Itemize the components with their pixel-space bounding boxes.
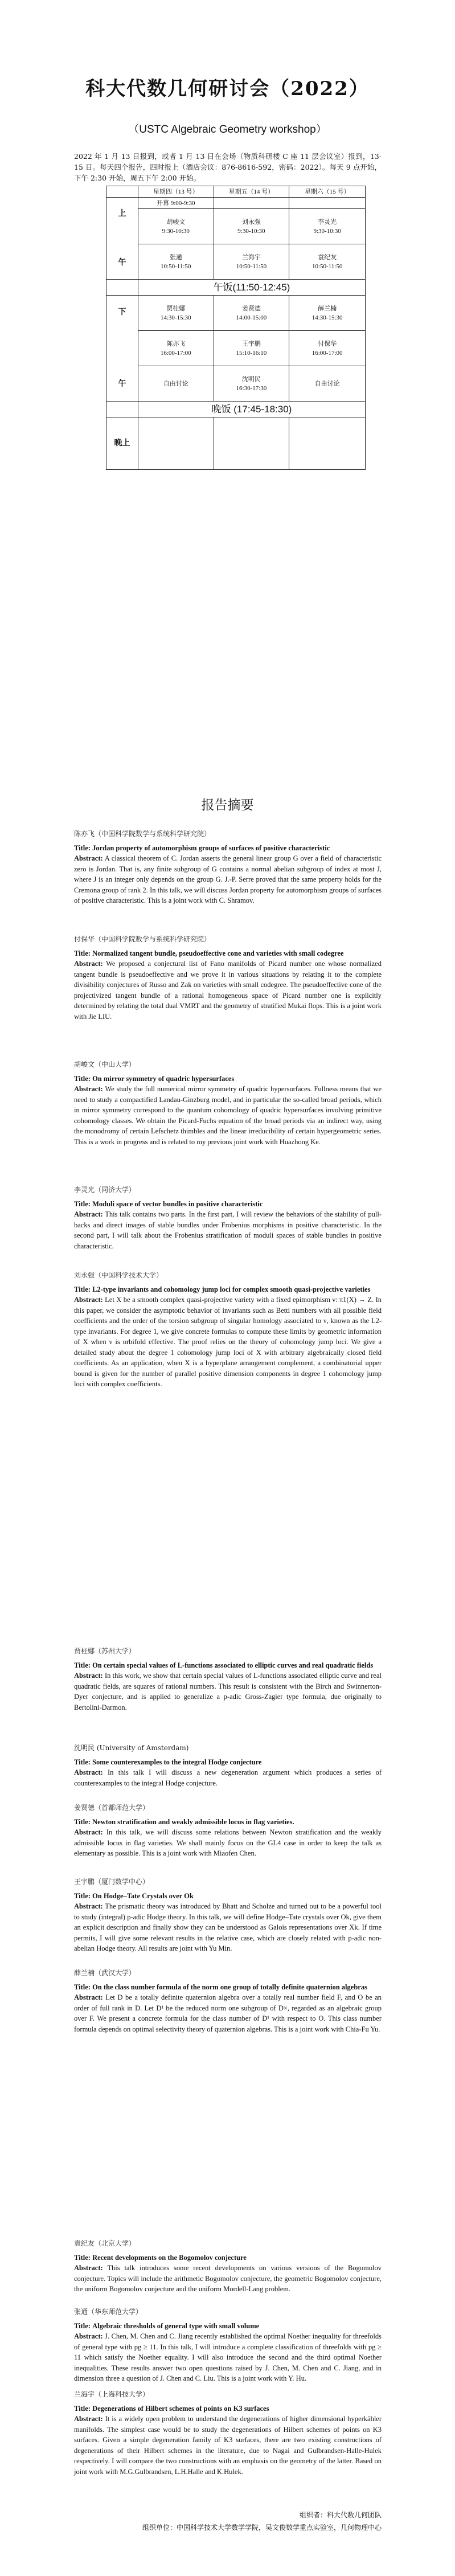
talk-slot bbox=[138, 331, 214, 366]
talk-abstract: A classical theorem of C. Jordan asserts the general linear group G over a field of characteristic zero is Jordan. That is, any finite subgroup of G contains a normal abelian subgroup of index at most J, where J is an integer only depends on the group G. J.-P. Serre proved that the same property holds for the Cremona group of rank 2. In this talk, we will discuss Jordan property for automorphism groups of surfaces of positive characteristic. This is a joint work with C. Shramov. bbox=[74, 854, 382, 904]
abstract-label: Abstract: bbox=[74, 2332, 103, 2340]
abstract-label: Abstract: bbox=[74, 960, 103, 968]
page-subtitle: （USTC Algebraic Geometry workshop） bbox=[128, 124, 327, 136]
talk-speaker: 李灵光（同济大学） bbox=[74, 1186, 136, 1194]
day-header: 星期六（15 号） bbox=[289, 186, 366, 198]
title-label: Title: bbox=[74, 1817, 91, 1826]
talk-block bbox=[74, 829, 382, 906]
talk-block bbox=[74, 1968, 382, 2034]
talk-speaker: 胡峻文（中山大学） bbox=[74, 1060, 136, 1068]
day-header: 星期五（14 号） bbox=[214, 186, 289, 198]
talk-title: Normalized tangent bundle, pseudoeffective cone and varieties with small codegree bbox=[92, 949, 344, 957]
title-label: Title: bbox=[74, 1074, 91, 1083]
talk-speaker: 兰海宇（上海科技大学） bbox=[74, 2390, 150, 2398]
talk-speaker: 王宇鹏（厦门数学中心） bbox=[74, 1878, 150, 1886]
talk-block bbox=[74, 1743, 382, 1788]
afternoon3-row bbox=[106, 366, 366, 402]
title-label: Title: bbox=[74, 1285, 91, 1293]
slot-time: 10:50-11:50 bbox=[161, 263, 191, 270]
talk-slot bbox=[138, 366, 214, 402]
slot-speaker: 兰海宇 bbox=[241, 253, 261, 261]
talk-speaker: 张通（华东师范大学） bbox=[74, 2308, 143, 2316]
talk-title: Recent developments on the Bogomolov conjecture bbox=[92, 2253, 247, 2262]
talk-title: Moduli space of vector bundles in positive characteristic bbox=[92, 1199, 263, 1208]
talk-block bbox=[74, 1185, 382, 1251]
schedule-table bbox=[106, 186, 366, 470]
talk-abstract: In this work, we show that certain special values of L-functions associated elliptic curve and real quadratic fields, are squares of rational numbers. This result is consistent with the Birch and Swinnerton-Dyer conjecture, and is applied to generalize a p-adic Gross-Zagier type formula, due originally to Bertolini-Darmon. bbox=[74, 1672, 382, 1711]
talk-block bbox=[74, 934, 382, 1022]
dinner-row bbox=[106, 402, 366, 417]
afternoon2-row bbox=[106, 331, 366, 366]
title-label: Title: bbox=[74, 1983, 91, 1991]
morning-label bbox=[106, 198, 138, 280]
talk-speaker: 袁纪友（北京大学） bbox=[74, 2239, 136, 2247]
opening-slot: 开幕 9:00-9:30 bbox=[138, 198, 214, 209]
abstract-label: Abstract: bbox=[74, 854, 103, 862]
title-label: Title: bbox=[74, 2321, 91, 2330]
slot-speaker: 自由讨论 bbox=[163, 380, 188, 387]
talk-abstract: In this talk, we will discuss some relations between Newton stratification and the weakly admissible locus in flag varieties. We shall mainly focus on the GL4 case in order to keep the talk as elementary as possible. This is a joint work with Miaofen Chen. bbox=[74, 1828, 382, 1857]
talk-title: Newton stratification and weakly admissible locus in flag varieties. bbox=[92, 1817, 294, 1826]
lunch-break: 午饭(11:50-12:45) bbox=[138, 280, 365, 296]
empty-slot bbox=[214, 417, 289, 470]
talk-title: Some counterexamples to the integral Hodge conjecture bbox=[92, 1758, 262, 1766]
header-corner bbox=[106, 186, 138, 198]
talk-abstract: It is a widely open problem to understand the degenerations of higher dimensional hyperkähler manifolds. The simplest case would be to study the degenerations of Hilbert schemes of points on K3 surfaces. Given a simple degeneration family of K3 surfaces, there are two existing constructions of degenerations of their Hilbert schemes in the literature, due to Nagai and Gulbrandsen-Halle-Hulek respectively. I will compare the two constructions with an emphasis on the geometry of the latter. Based on joint work with M.G.Gulbrandsen, L.H.Halle and K.Hulek. bbox=[74, 2415, 382, 2476]
talk-title: On Hodge–Tate Crystals over Ok bbox=[92, 1891, 194, 1900]
footer-sponsor: 组织单位：中国科学技术大学数学学院，吴文俊数学重点实验室，几何物理中心 bbox=[142, 2524, 382, 2532]
talk-title: Algebraic thresholds of general type with small volume bbox=[92, 2321, 260, 2330]
slot-time: 15:10-16:10 bbox=[236, 349, 267, 357]
talk-slot bbox=[289, 331, 366, 366]
talk-title: Degenerations of Hilbert schemes of points on K3 surfaces bbox=[92, 2404, 269, 2413]
talk-title: On certain special values of L-functions associated to elliptic curves and real quadratic fields bbox=[92, 1661, 374, 1669]
slot-time: 16:00-17:00 bbox=[160, 349, 191, 357]
slot-speaker: 薛兰楠 bbox=[318, 305, 337, 312]
slot-time: 16:00-17:00 bbox=[311, 349, 343, 357]
day-header: 星期四（13 号） bbox=[138, 186, 214, 198]
talk-speaker: 姜贤德（首都师范大学） bbox=[74, 1804, 150, 1812]
slot-speaker: 王宇鹏 bbox=[241, 340, 261, 347]
title-label: Title: bbox=[74, 1199, 91, 1208]
slot-time: 14:30-15:30 bbox=[311, 314, 343, 321]
talk-title: On mirror symmetry of quadric hypersurfaces bbox=[92, 1074, 235, 1083]
schedule-header-row bbox=[106, 186, 366, 198]
title-label: Title: bbox=[74, 1758, 91, 1766]
talk-slot bbox=[289, 366, 366, 402]
afternoon-label bbox=[106, 296, 138, 402]
talk-block bbox=[74, 2238, 382, 2295]
talk-slot bbox=[289, 244, 366, 280]
talk-block bbox=[74, 1877, 382, 1954]
slot-time: 9:30-10:30 bbox=[313, 227, 341, 235]
abstract-label: Abstract: bbox=[74, 1828, 103, 1836]
morning-label-bottom: 午 bbox=[118, 258, 126, 267]
slot-time: 10:50-11:50 bbox=[236, 263, 267, 270]
slot-speaker: 张通 bbox=[169, 253, 182, 261]
slot-speaker: 胡峻文 bbox=[166, 218, 186, 226]
talk-block bbox=[74, 2389, 382, 2477]
slot-speaker: 自由讨论 bbox=[314, 380, 340, 387]
title-label: Title: bbox=[74, 2404, 91, 2413]
talk-block bbox=[74, 1646, 382, 1713]
talk-slot bbox=[138, 209, 214, 244]
talk-slot bbox=[138, 296, 214, 331]
slot-speaker: 刘永强 bbox=[241, 218, 261, 226]
talk-abstract: We proposed a conjectural list of Fano manifolds of Picard number one whose normalized tangent bundle is pseudoeffective and we prove it in various situations by relating it to the complete divisibility conjectures of Russo and Zak on varieties with small codegree. The pseudoeffective cone of the projectivized tangent bundle of a rational homogeneous space of Picard number one is explicitly determined by relating the total dual VMRT and the geometry of stratified Mukai flops. This is a joint work with Jie LIU. bbox=[74, 960, 382, 1021]
slot-speaker: 贾桂娜 bbox=[166, 305, 186, 312]
intro-paragraph: 2022 年 1 月 13 日报到，或者 1 月 13 日在会场（物质科研楼 C 座 11 层会议室）报到，13-15 日。每天四个报告，四时报上（酒店会议：876-8616-592，密码：2022）。每天 9 点开始，下午 2:30 开始，周五下午 2:00 开始。 bbox=[74, 152, 382, 182]
slot-time: 14:30-15:30 bbox=[160, 314, 191, 321]
slot-speaker: 姜贤德 bbox=[241, 305, 261, 312]
opening-row bbox=[106, 198, 366, 209]
talk-abstract: J. Chen, M. Chen and C. Jiang recently established the optimal Noether inequality for threefolds of general type with pg ≥ 11. In this talk, I will introduce a complete classification of threefolds with pg ≥ 11 which satisfy the Noether equality. I will also introduce the second and the third optimal Noether inequalities. These results answer two open questions raised by J. Chen, M. Chen and C. Jiang, and in dimension three a question of J. Chen and C. Liu. This is a joint work with Y. Hu. bbox=[74, 2332, 382, 2382]
talk-abstract: We study the full numerical mirror symmetry of quadric hypersurfaces. Fullness means that we need to study a compactified Landau-Ginzburg model, and in particular the so-called broad periods, which in mirror symmetry correspond to the quantum cohomology of quadric hypersurfaces involving primitive cohomology classes. We obtain the Picard-Fuchs equation of the broad periods via an indirect way, using the monodromy of certain Lefschetz thimbles and the linear irreducibility of certain hypergeometric series. This is a work in progress and is related to my previous joint work with Huazhong Ke. bbox=[74, 1085, 382, 1146]
empty-slot bbox=[289, 417, 366, 470]
talk-block bbox=[74, 1059, 382, 1147]
dinner-side bbox=[106, 402, 138, 417]
abstract-label: Abstract: bbox=[74, 1902, 103, 1910]
dinner-break: 晚饭 (17:45-18:30) bbox=[138, 402, 365, 417]
abstracts-heading: 报告摘要 bbox=[201, 798, 254, 813]
talk-speaker: 刘永强（中国科学技术大学） bbox=[74, 1271, 163, 1279]
talk-slot bbox=[214, 331, 289, 366]
talk-speaker: 付保华（中国科学院数学与系统科学研究院） bbox=[74, 935, 211, 943]
talk-title: On the class number formula of the norm one group of totally definite quaternion algebras bbox=[92, 1983, 367, 1991]
talk-slot bbox=[214, 209, 289, 244]
morning-label-top: 上 bbox=[118, 209, 126, 218]
slot-time: 14:00-15:00 bbox=[236, 314, 267, 321]
abstract-label: Abstract: bbox=[74, 1085, 103, 1093]
afternoon1-row bbox=[106, 296, 366, 331]
slot-speaker: 袁纪友 bbox=[318, 253, 337, 261]
slot-time: 9:30-10:30 bbox=[162, 227, 190, 235]
talk-title: L2-type invariants and cohomology jump loci for complex smooth quasi-projective varieties bbox=[92, 1285, 371, 1293]
empty-slot bbox=[214, 198, 289, 209]
slot-time: 9:30-10:30 bbox=[237, 227, 265, 235]
morning2-row bbox=[106, 244, 366, 280]
slot-speaker: 陈亦飞 bbox=[166, 340, 186, 347]
title-label: Title: bbox=[74, 1891, 91, 1900]
talk-block bbox=[74, 1270, 382, 1390]
talk-slot bbox=[289, 209, 366, 244]
empty-slot bbox=[289, 198, 366, 209]
talk-block bbox=[74, 2307, 382, 2384]
talk-abstract: This talk contains two parts. In the first part, I will review the behaviors of the stability of pull-backs and direct images of stable bundles under Frobenius morphisms in positive characteristic. In the second part, I will talk about the Frobenius stratification of moduli spaces of stable bundles in positive characteristic. bbox=[74, 1210, 382, 1250]
talk-slot bbox=[214, 244, 289, 280]
talk-title: Jordan property of automorphism groups of surfaces of positive characteristic bbox=[92, 843, 330, 852]
talk-slot bbox=[214, 296, 289, 331]
abstract-label: Abstract: bbox=[74, 2264, 103, 2272]
page-title: 科大代数几何研讨会（2022） bbox=[85, 77, 370, 100]
slot-time: 16:30-17:30 bbox=[236, 384, 267, 392]
talk-abstract: This talk introduces some recent developments on various versions of the Bogomolov conjecture. Topics will include the arithmetic Bogomolov conjecture, the geometric Bogomolov conjecture, the uniform Bogomolov conjecture and the uniform Mordell-Lang problem. bbox=[74, 2264, 382, 2293]
footer bbox=[74, 2509, 382, 2534]
title-label: Title: bbox=[74, 2253, 91, 2262]
title-label: Title: bbox=[74, 1661, 91, 1669]
talk-speaker: 沈明民 (University of Amsterdam) bbox=[74, 1744, 189, 1752]
talk-abstract: The prismatic theory was introduced by Bhatt and Scholze and turned out to be a powerful tool to study (integral) p-adic Hodge theory. In this talk, we will define Hodge–Tate crystals over Ok, give them an explicit description and finally show they can be understood as Galois representations over Xk. If time permits, I will give some relevant results in the relative case, which are closely related with p-adic non-abelian Hodge theory. All results are joint with Yu Min. bbox=[74, 1902, 382, 1952]
talk-abstract: Let X be a smooth complex quasi-projective variety with a fixed epimorphism ν: π1(X) → Z. In this paper, we consider the asymptotic behavior of invariants such as Betti numbers with all possible field coefficients and the order of the torsion subgroup of singular homology associated to ν, known as the L2-type invariants. For degree 1, we give concrete formulas to compute these limits by geometric information of X when ν is orbifold effective. The proof relies on the theory of cohomology jump loci. We give a detailed study about the degree 1 cohomology jump loci of X with arbitrary algebraically closed field coefficients. As an application, when X is a hyperplane arrangement complement, a combinatorial upper bound is given for the number of parallel positive dimension components in degree 1 cohomology jump loci with complex coefficients. bbox=[74, 1296, 382, 1388]
slot-speaker: 付保华 bbox=[318, 340, 337, 347]
talk-abstract: Let D be a totally definite quaternion algebra over a totally real number field F, and O be an order of full rank in D. Let D¹ be the reduced norm one subgroup of D×, regarded as an algebraic group over F. We present a concrete formula for the class number of D¹ with respect to O. This class number formula depends on optimal selectivity theory of quaternion algebras. This is a joint work with Chia-Fu Yu. bbox=[74, 1993, 382, 2033]
talk-block bbox=[74, 1803, 382, 1859]
lunch-row bbox=[106, 280, 366, 296]
talk-slot bbox=[138, 244, 214, 280]
talk-abstract: In this talk I will discuss a new degeneration argument which produces a series of counterexamples to the integral Hodge conjecture. bbox=[74, 1768, 382, 1787]
slot-time: 10:50-11:50 bbox=[311, 263, 343, 270]
lunch-side bbox=[106, 280, 138, 296]
evening-label: 晚上 bbox=[106, 417, 138, 470]
talk-slot bbox=[289, 296, 366, 331]
abstract-label: Abstract: bbox=[74, 1768, 103, 1776]
abstract-label: Abstract: bbox=[74, 2415, 103, 2423]
afternoon-label-bottom: 午 bbox=[118, 379, 126, 388]
slot-speaker: 沈明民 bbox=[241, 375, 261, 383]
footer-organizer: 组织者：科大代数几何团队 bbox=[299, 2511, 382, 2519]
evening-row bbox=[106, 417, 366, 470]
afternoon-label-top: 下 bbox=[118, 308, 126, 317]
abstract-label: Abstract: bbox=[74, 1672, 103, 1680]
title-label: Title: bbox=[74, 843, 91, 852]
title-label: Title: bbox=[74, 949, 91, 957]
morning1-row bbox=[106, 209, 366, 244]
talk-speaker: 贾桂娜（苏州大学） bbox=[74, 1647, 136, 1655]
abstract-label: Abstract: bbox=[74, 1993, 103, 2001]
abstract-label: Abstract: bbox=[74, 1210, 103, 1218]
slot-speaker: 李灵光 bbox=[318, 218, 337, 226]
talk-slot bbox=[214, 366, 289, 402]
abstract-label: Abstract: bbox=[74, 1296, 103, 1304]
talk-speaker: 薛兰楠（武汉大学） bbox=[74, 1969, 136, 1977]
talk-speaker: 陈亦飞（中国科学院数学与系统科学研究院） bbox=[74, 830, 211, 838]
empty-slot bbox=[138, 417, 214, 470]
